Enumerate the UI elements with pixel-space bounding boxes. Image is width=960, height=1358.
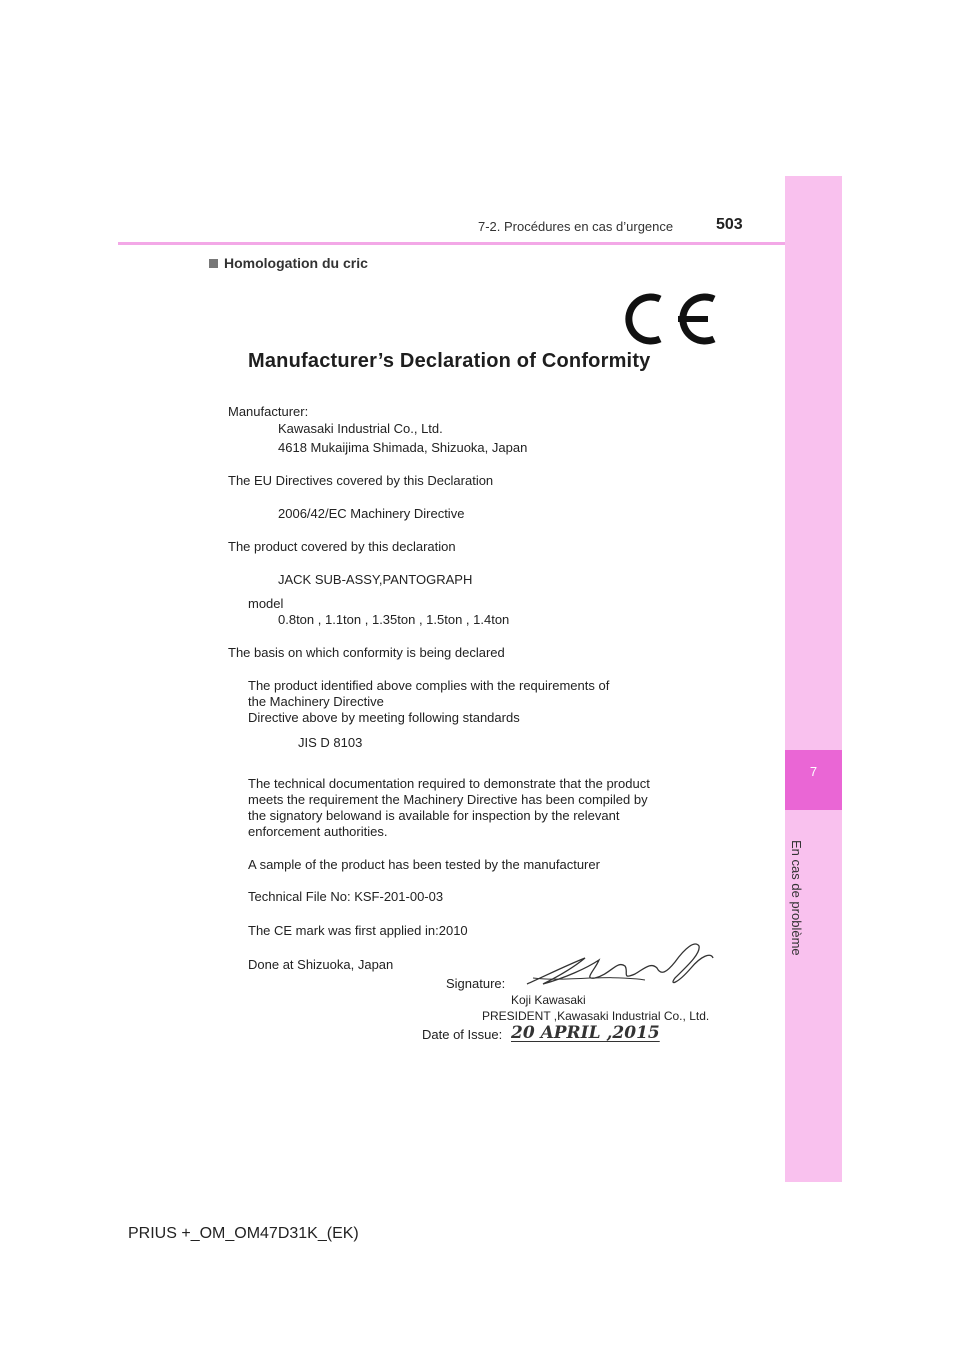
product-heading: The product covered by this declaration [228, 539, 456, 554]
directive-name: 2006/42/EC Machinery Directive [278, 506, 465, 521]
manufacturer-label: Manufacturer: [228, 404, 309, 419]
directives-heading: The EU Directives covered by this Declaration [228, 473, 494, 488]
square-bullet-icon [209, 259, 218, 268]
issue-date: 20 APRIL ,2015 [511, 1023, 660, 1043]
chapter-side-strip [785, 176, 842, 1182]
signatory-title: PRESIDENT ,Kawasaki Industrial Co., Ltd. [482, 1009, 710, 1023]
subheading-text: Homologation du cric [224, 255, 368, 271]
tech-doc-line: meets the requirement the Machinery Directive has been compiled by [248, 792, 648, 807]
ce-first-applied: The CE mark was first applied in:2010 [248, 923, 468, 938]
standard-code: JIS D 8103 [298, 735, 363, 750]
header-rule [118, 242, 785, 245]
page-number: 503 [716, 216, 743, 233]
tech-doc-line: the signatory belowand is available for inspection by the relevant [248, 808, 620, 823]
ce-mark-logo [616, 293, 718, 345]
model-list: 0.8ton , 1.1ton , 1.35ton , 1.5ton , 1.4ton [278, 612, 510, 627]
basis-line: The product identified above complies with the requirements of [248, 678, 610, 693]
section-title: 7-2. Procédures en cas d’urgence [478, 219, 674, 234]
company-address: 4618 Mukaijima Shimada, Shizuoka, Japan [278, 440, 528, 455]
technical-file-number: Technical File No: KSF-201-00-03 [248, 889, 444, 904]
basis-line: Directive above by meeting following standards [248, 710, 520, 725]
issue-date-label: Date of Issue: [422, 1027, 503, 1042]
chapter-number: 7 [809, 764, 818, 779]
chapter-label: En cas de problème [789, 840, 804, 956]
signatory-name: Koji Kawasaki [511, 993, 586, 1007]
place-of-signature: Done at Shizuoka, Japan [248, 957, 394, 972]
sample-statement: A sample of the product has been tested by the manufacturer [248, 857, 600, 872]
tech-doc-line: The technical documentation required to demonstrate that the product [248, 776, 650, 791]
signature-label: Signature: [446, 976, 506, 991]
model-label: model [248, 596, 284, 611]
declaration-title: Manufacturer’s Declaration of Conformity [248, 350, 651, 372]
subheading [209, 255, 368, 271]
basis-heading: The basis on which conformity is being declared [228, 645, 505, 660]
tech-doc-line: enforcement authorities. [248, 824, 388, 839]
product-name: JACK SUB-ASSY,PANTOGRAPH [278, 572, 473, 587]
document-code-footer: PRIUS +_OM_OM47D31K_(EK) [128, 1225, 359, 1242]
handwritten-signature [525, 938, 715, 996]
company-name: Kawasaki Industrial Co., Ltd. [278, 421, 443, 436]
chapter-tab[interactable] [785, 750, 842, 810]
basis-line: the Machinery Directive [248, 694, 384, 709]
